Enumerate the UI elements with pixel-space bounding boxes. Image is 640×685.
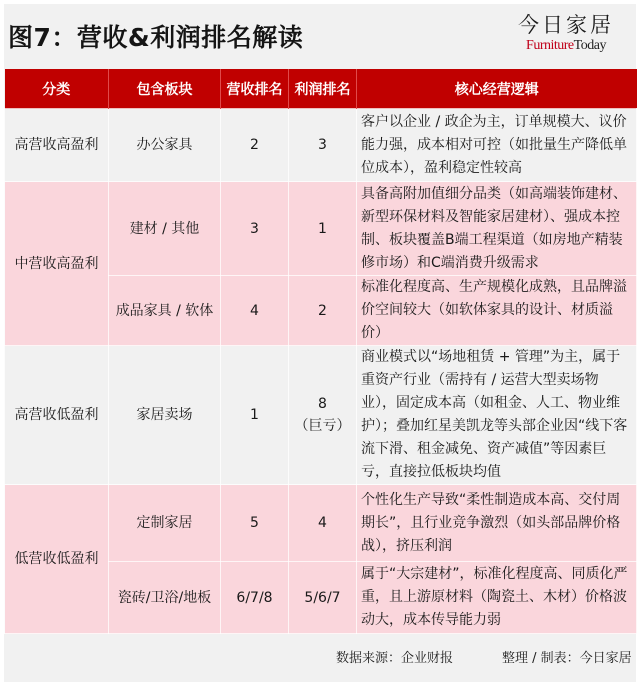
- sector-cell: 家居卖场: [109, 346, 221, 485]
- ranking-table: [4, 69, 637, 634]
- col-header-category: 分类: [5, 69, 109, 109]
- sector-cell: 定制家居: [109, 485, 221, 562]
- revenue-rank-cell: 2: [221, 109, 289, 182]
- revenue-rank-cell: 4: [221, 276, 289, 346]
- revenue-rank-cell: 6/7/8: [221, 562, 289, 634]
- logic-cell: 具备高附加值细分品类（如高端装饰建材、新型环保材料及智能家居建材）、强成本控制、板块覆盖B端工程渠道（如房地产精装修市场）和C端消费升级需求: [357, 182, 637, 276]
- profit-rank-note: （巨亏）: [294, 418, 351, 434]
- profit-rank-cell: 3: [289, 109, 357, 182]
- brand-name-cn: 今日家居: [518, 13, 614, 37]
- profit-rank-value: 8: [318, 396, 327, 412]
- credit-line: 整理 / 制表：今日家居: [502, 651, 632, 666]
- category-cell: 高营收低盈利: [5, 346, 109, 485]
- revenue-rank-cell: 3: [221, 182, 289, 276]
- revenue-rank-cell: 5: [221, 485, 289, 562]
- sector-cell: 瓷砖/卫浴/地板: [109, 562, 221, 634]
- data-source: 数据来源：企业财报: [336, 651, 454, 666]
- sector-cell: 办公家具: [109, 109, 221, 182]
- logic-cell: 个性化生产导致“柔性制造成本高、交付周期长”，且行业竞争激烈（如头部品牌价格战），挤压利润: [357, 485, 637, 562]
- category-cell: 中营收高盈利: [5, 182, 109, 346]
- brand-name-en: [518, 38, 614, 54]
- table-row: [5, 109, 637, 182]
- profit-rank-cell: 2: [289, 276, 357, 346]
- col-header-logic: 核心经营逻辑: [357, 69, 637, 109]
- brand-en-dark: Today: [573, 38, 606, 53]
- sector-cell: 成品家具 / 软体: [109, 276, 221, 346]
- category-cell: 高营收高盈利: [5, 109, 109, 182]
- logic-cell: 属于“大宗建材”，标准化程度高、同质化严重，且上游原材料（陶瓷土、木材）价格波动大，成本传导能力弱: [357, 562, 637, 634]
- profit-rank-cell: 4: [289, 485, 357, 562]
- table-row: [5, 182, 637, 276]
- page-title: 图7：营收&利润排名解读: [8, 23, 304, 52]
- logic-cell: 商业模式以“场地租赁 + 管理”为主，属于重资产行业（需持有 / 运营大型卖场物业），固定成本高（如租金、人工、物业维护）；叠加红星美凯龙等头部企业因“线下客流下滑、租金减免、资产减值”等因素巨亏，直接拉低板块均值: [357, 346, 637, 485]
- profit-rank-cell: 5/6/7: [289, 562, 357, 634]
- revenue-rank-cell: 1: [221, 346, 289, 485]
- brand-logo: [518, 12, 614, 54]
- category-cell: 低营收低盈利: [5, 485, 109, 634]
- col-header-profit-rank: 利润排名: [289, 69, 357, 109]
- table-header-row: [5, 69, 637, 109]
- brand-en-red: Furniture: [526, 38, 574, 53]
- col-header-sector: 包含板块: [109, 69, 221, 109]
- col-header-revenue-rank: 营收排名: [221, 69, 289, 109]
- sector-cell: 建材 / 其他: [109, 182, 221, 276]
- profit-rank-cell: 1: [289, 182, 357, 276]
- logic-cell: 客户以企业 / 政企为主，订单规模大、议价能力强，成本相对可控（如批量生产降低单位成本），盈利稳定性较高: [357, 109, 637, 182]
- logic-cell: 标准化程度高、生产规模化成熟，且品牌溢价空间较大（如软体家具的设计、材质溢价）: [357, 276, 637, 346]
- table-row: [5, 346, 637, 485]
- profit-rank-cell: [289, 346, 357, 485]
- table-row: [5, 485, 637, 562]
